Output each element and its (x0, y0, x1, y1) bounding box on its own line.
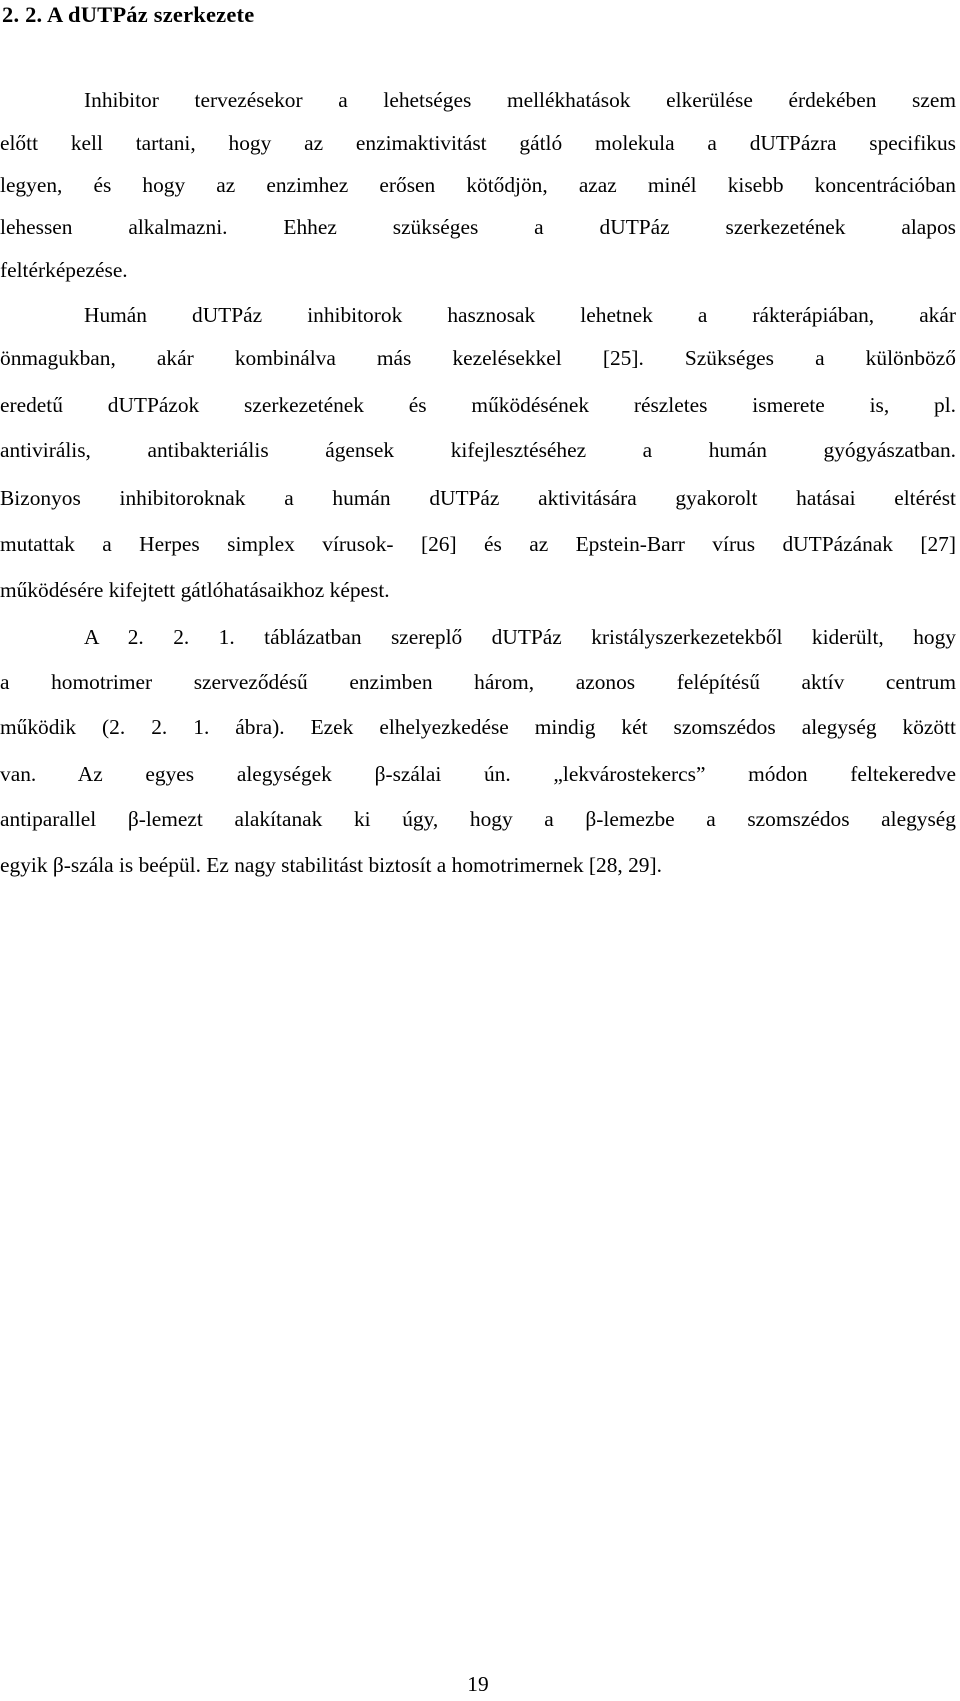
paragraph-line: Humán dUTPáz inhibitorok hasznosak lehetnek a rákterápiában, akár (84, 303, 956, 327)
paragraph-line: A 2. 2. 1. táblázatban szereplő dUTPáz kristályszerkezetekből kiderült, hogy (84, 625, 956, 649)
paragraph-line: önmagukban, akár kombinálva más kezelésekkel [25]. Szükséges a különböző (0, 346, 956, 370)
paragraph-line: működik (2. 2. 1. ábra). Ezek elhelyezkedése mindig két szomszédos alegység között (0, 715, 956, 739)
paragraph-line: feltérképezése. (0, 258, 128, 282)
paragraph-line: van. Az egyes alegységek β-szálai ún. „lekvárostekercs” módon feltekeredve (0, 762, 956, 786)
paragraph-line: egyik β-szála is beépül. Ez nagy stabilitást biztosít a homotrimernek [28, 29]. (0, 853, 662, 877)
paragraph-line: legyen, és hogy az enzimhez erősen kötődjön, azaz minél kisebb koncentrációban (0, 173, 956, 197)
paragraph-line: működésére kifejtett gátlóhatásaikhoz képest. (0, 578, 390, 602)
paragraph-line: a homotrimer szerveződésű enzimben három, azonos felépítésű aktív centrum (0, 670, 956, 694)
page-number: 19 (467, 1672, 489, 1696)
paragraph-line: Inhibitor tervezésekor a lehetséges mellékhatások elkerülése érdekében szem (84, 88, 956, 112)
section-heading: 2. 2. A dUTPáz szerkezete (2, 2, 255, 27)
paragraph-line: antiparallel β-lemezt alakítanak ki úgy, hogy a β-lemezbe a szomszédos alegység (0, 807, 956, 831)
paragraph-line: eredetű dUTPázok szerkezetének és működésének részletes ismerete is, pl. (0, 393, 956, 417)
paragraph-line: lehessen alkalmazni. Ehhez szükséges a dUTPáz szerkezetének alapos (0, 215, 956, 239)
paragraph-line: mutattak a Herpes simplex vírusok- [26] és az Epstein-Barr vírus dUTPázának [27] (0, 532, 956, 556)
paragraph-line: Bizonyos inhibitoroknak a humán dUTPáz aktivitására gyakorolt hatásai eltérést (0, 486, 956, 510)
paragraph-line: antivirális, antibakteriális ágensek kifejlesztéséhez a humán gyógyászatban. (0, 438, 956, 462)
paragraph-line: előtt kell tartani, hogy az enzimaktivitást gátló molekula a dUTPázra specifikus (0, 131, 956, 155)
